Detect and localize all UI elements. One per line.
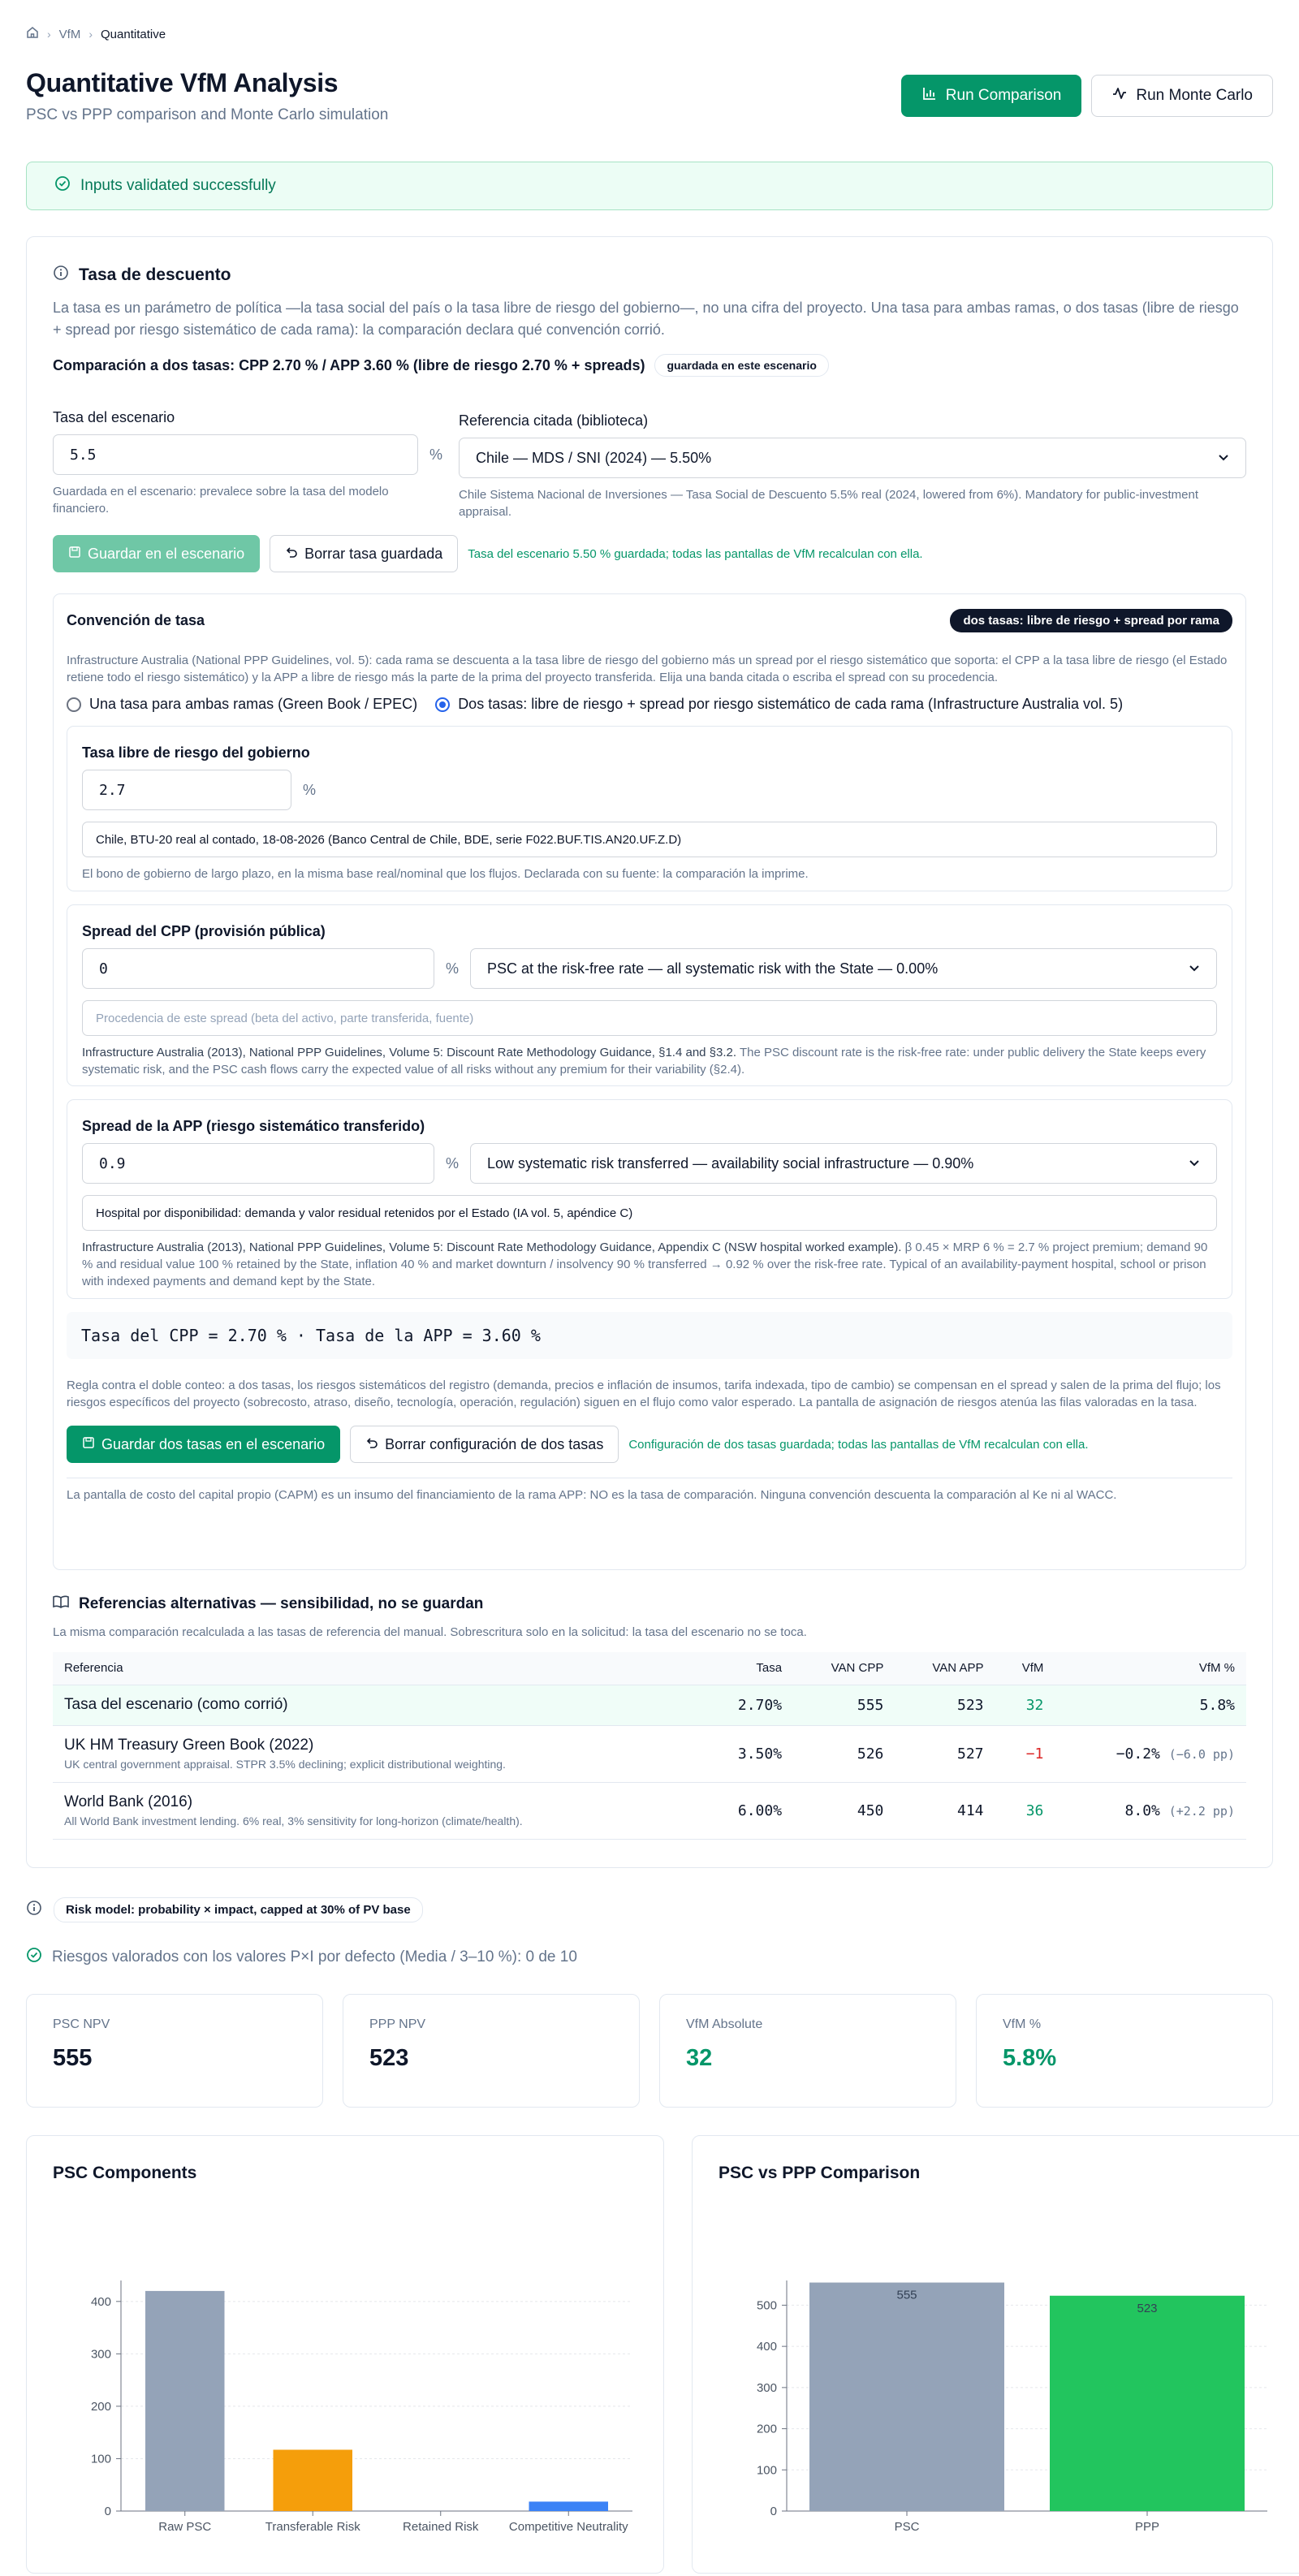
y-tick-label: 300 <box>90 2347 111 2362</box>
comparison-line <box>53 354 1246 377</box>
kpi-value: 523 <box>369 2045 409 2071</box>
chevron-down-icon <box>1189 960 1200 977</box>
y-tick-label: 200 <box>90 2399 111 2414</box>
clear-saved-rate-button[interactable] <box>270 535 458 572</box>
vfm-pct-value: −0.2% <box>1116 1745 1160 1763</box>
save-scenario-rate-button[interactable] <box>53 535 260 572</box>
bar-chart-icon <box>921 85 938 106</box>
references-title <box>53 1594 1246 1614</box>
percent-suffix: % <box>446 1154 460 1171</box>
priced-risks-line <box>26 1947 1273 1968</box>
comparison-text: Comparación a dos tasas: CPP 2.70 % / APP 3.60 % (libre de riesgo 2.70 % + spreads) <box>53 356 645 373</box>
alert-text: Inputs validated successfully <box>80 177 276 194</box>
chart-title: PSC vs PPP Comparison <box>719 2164 921 2182</box>
check-circle-icon <box>54 175 71 196</box>
psc-components-chart <box>53 2199 637 2540</box>
references-title-text: Referencias alternativas — sensibilidad, no se guardan <box>79 1595 484 1612</box>
ppp-citation-ref: Infrastructure Australia (2013), National PPP Guidelines, Volume 5: Discount Rate Methodology Guidance, Appendix C (NSW hospital worked example). <box>82 1241 902 1254</box>
discount-section-title <box>53 265 1246 286</box>
two-rates-saved-message: Configuración de dos tasas guardada; todas las pantallas de VfM recalculan con ella. <box>628 1437 1089 1452</box>
bar <box>809 2283 1004 2511</box>
discount-description: La tasa es un parámetro de política —la tasa social del país o la tasa libre de riesgo del gobierno—, no una cifra del proyecto. Una tasa para ambas ramas, o dos tasas (libre de riesgo + spread por riesgo sistemático de cada rama): la comparación declara qué convención corrió. <box>53 300 1239 338</box>
risk-model-badge: Risk model: probability × impact, capped at 30% of PV base <box>54 1897 423 1922</box>
y-tick-label: 400 <box>90 2294 111 2309</box>
scenario-saved-message: Tasa del escenario 5.50 % guardada; todas las pantallas de VfM recalculan con ella. <box>468 546 923 561</box>
ppp-spread-select[interactable] <box>470 1143 1217 1184</box>
psc-citation-text: The PSC discount rate is the risk-free rate: under public delivery the State keeps every systematic risk, and the PSC cash flows carry the expected value of all risks without any premium for their variability (§2.4). <box>82 1046 1206 1077</box>
run-comparison-label: Run Comparison <box>945 87 1062 104</box>
references-description: La misma comparación recalculada a las tasas de referencia del manual. Sobrescritura solo en la solicitud: la tasa del escenario no se toca. <box>53 1625 807 1639</box>
rate-cell: 3.50% <box>703 1725 793 1782</box>
option-two-rates[interactable] <box>435 696 1123 713</box>
book-icon <box>53 1594 69 1614</box>
reference-select[interactable] <box>459 438 1246 478</box>
x-tick-label: Raw PSC <box>158 2520 212 2534</box>
column-header: Referencia <box>53 1652 703 1685</box>
reference-note: All World Bank investment lending. 6% real, 3% sensitivity for long-horizon (climate/health). <box>64 1814 523 1827</box>
bar <box>529 2501 609 2511</box>
y-tick-label: 0 <box>104 2505 111 2518</box>
riskfree-input[interactable]: 2.7 <box>82 770 291 810</box>
home-icon[interactable] <box>26 26 39 42</box>
percent-suffix: % <box>303 781 317 798</box>
riskfree-help: El bono de gobierno de largo plazo, en la misma base real/nominal que los flujos. Declarada con su fuente: la comparación la imprime. <box>82 867 809 881</box>
ppp-npv-cell: 523 <box>895 1685 995 1725</box>
y-tick-label: 100 <box>756 2463 777 2478</box>
run-monte-carlo-button[interactable] <box>1091 75 1273 117</box>
psc-spread-title: Spread del CPP (provisión pública) <box>82 923 326 939</box>
y-tick-label: 200 <box>756 2422 777 2436</box>
column-header: VAN APP <box>895 1652 995 1685</box>
kpi-vfm-absolute <box>659 1994 956 2108</box>
option-single-rate-label: Una tasa para ambas ramas (Green Book / EPEC) <box>89 696 418 712</box>
page-subtitle: PSC vs PPP comparison and Monte Carlo simulation <box>26 106 389 123</box>
vfm-cell: 32 <box>995 1685 1055 1725</box>
scenario-rate-label: Tasa del escenario <box>53 409 175 425</box>
reference-name: Tasa del escenario (como corrió) <box>64 1696 288 1713</box>
capm-note: La pantalla de costo del capital propio (CAPM) es un insumo del financiamiento de la rama APP: NO es la tasa de comparación. Ninguna convención descuenta la comparación al Ke ni al WACC. <box>67 1488 1117 1502</box>
charts-row <box>26 2135 1273 2574</box>
reference-help: Chile Sistema Nacional de Inversiones — Tasa Social de Descuento 5.5% real (2024, lowered from 6%). Mandatory for public-investment appraisal. <box>459 488 1199 519</box>
run-comparison-button[interactable] <box>901 75 1082 117</box>
chevron-down-icon <box>1218 450 1229 467</box>
y-tick-label: 500 <box>756 2298 777 2313</box>
psc-spread-input[interactable]: 0 <box>82 948 434 989</box>
rate-formula: Tasa del CPP = 2.70 % · Tasa de la APP = 3.60 % <box>67 1312 1232 1359</box>
x-tick-label: Competitive Neutrality <box>508 2520 628 2534</box>
psc-spread-source-input[interactable]: Procedencia de este spread (beta del activo, parte transferida, fuente) <box>82 1000 1217 1036</box>
percent-suffix: % <box>446 960 460 977</box>
validation-alert <box>26 162 1273 210</box>
ppp-spread-title: Spread de la APP (riesgo sistemático transferido) <box>82 1118 425 1134</box>
clear-two-rates-button[interactable] <box>350 1426 619 1463</box>
reference-selected: Chile — MDS / SNI (2024) — 5.50% <box>476 449 712 466</box>
ppp-spread-citation <box>82 1239 1217 1290</box>
breadcrumb-item-current: Quantitative <box>101 27 166 41</box>
option-single-rate[interactable] <box>67 696 417 713</box>
breadcrumb-item-vfm[interactable]: VfM <box>58 27 81 41</box>
y-tick-label: 0 <box>770 2505 777 2518</box>
convention-options <box>67 696 1232 713</box>
chevron-down-icon <box>1189 1155 1200 1172</box>
psc-components-chart-card <box>26 2135 664 2574</box>
table-row <box>53 1685 1246 1725</box>
save-two-rates-label: Guardar dos tasas en el escenario <box>101 1435 326 1452</box>
scenario-rate-input[interactable]: 5.5 <box>53 434 418 475</box>
psc-spread-select[interactable] <box>470 948 1217 989</box>
table-row <box>53 1782 1246 1839</box>
psc-spread-selected: PSC at the risk-free rate — all systematic risk with the State — 0.00% <box>487 960 939 977</box>
scenario-rate-help: Guardada en el escenario: prevalece sobre la tasa del modelo financiero. <box>53 485 389 516</box>
kpi-label: VfM Absolute <box>686 2017 763 2031</box>
kpi-label: VfM % <box>1003 2017 1042 2031</box>
chart-title: PSC Components <box>53 2164 197 2182</box>
y-tick-label: 400 <box>756 2340 777 2354</box>
ppp-npv-cell: 414 <box>895 1782 995 1839</box>
vfm-pct-cell <box>1055 1725 1246 1782</box>
saved-badge: guardada en este escenario <box>654 354 828 377</box>
info-icon <box>26 1900 42 1920</box>
vfm-pct-cell: 5.8% <box>1055 1685 1246 1725</box>
info-icon <box>53 265 69 286</box>
vfm-pct-cell <box>1055 1782 1246 1839</box>
scenario-actions <box>53 535 1246 572</box>
kpi-ppp-npv <box>343 1994 640 2108</box>
bar <box>274 2449 353 2511</box>
kpi-label: PPP NPV <box>369 2017 426 2031</box>
rate-cell: 6.00% <box>703 1782 793 1839</box>
save-icon <box>68 546 81 563</box>
rate-convention-panel <box>53 593 1246 1570</box>
psc-npv-cell: 450 <box>793 1782 895 1839</box>
reference-note: UK central government appraisal. STPR 3.5% declining; explicit distributional weighting. <box>64 1758 506 1771</box>
x-tick-label: PSC <box>894 2520 920 2534</box>
psc-spread-citation <box>82 1044 1217 1078</box>
convention-badge: dos tasas: libre de riesgo + spread por rama <box>950 609 1232 632</box>
reference-name: World Bank (2016) <box>64 1793 193 1810</box>
data-label: 523 <box>1137 2301 1158 2315</box>
vfm-delta: (−6.0 pp) <box>1168 1746 1235 1762</box>
check-circle-icon <box>26 1947 42 1968</box>
psc-vs-ppp-chart-card <box>692 2135 1299 2574</box>
psc-spread-panel <box>67 904 1232 1086</box>
chevron-right-icon: › <box>88 28 93 41</box>
riskfree-title: Tasa libre de riesgo del gobierno <box>82 744 310 761</box>
priced-risks-text: Riesgos valorados con los valores P×I por defecto (Media / 3–10 %): 0 de 10 <box>52 1948 577 1965</box>
convention-description: Infrastructure Australia (National PPP Guidelines, vol. 5): cada rama se descuenta a la tasa libre de riesgo del gobierno más un spread por el riesgo sistemático que soporta: el CPP a la tasa libre de riesgo (el Estado retiene todo el riesgo sistemático) y la APP a libre de riesgo más la parte de la prima del proyecto transferida. Elija una banda citada o escriba el spread con su procedencia. <box>67 654 1228 684</box>
kpi-value: 32 <box>686 2045 713 2071</box>
ppp-spread-selected: Low systematic risk transferred — availability social infrastructure — 0.90% <box>487 1154 974 1171</box>
riskfree-panel <box>67 726 1232 891</box>
table-row <box>53 1725 1246 1782</box>
kpi-row <box>26 1994 1273 2108</box>
reference-label: Referencia citada (biblioteca) <box>459 412 649 429</box>
undo-icon <box>365 1436 378 1453</box>
vfm-delta: (+2.2 pp) <box>1168 1803 1235 1819</box>
riskfree-source-input[interactable]: Chile, BTU-20 real al contado, 18-08-2026 (Banco Central de Chile, BDE, serie F022.BUF.TIS.AN20.UF.Z.D) <box>82 822 1217 857</box>
column-header: VfM <box>995 1652 1055 1685</box>
column-header: VfM % <box>1055 1652 1246 1685</box>
vfm-pct-value: 8.0% <box>1124 1801 1160 1819</box>
bar <box>1050 2296 1245 2511</box>
column-header: VAN CPP <box>793 1652 895 1685</box>
x-tick-label: Transferable Risk <box>265 2520 360 2534</box>
psc-npv-cell: 555 <box>793 1685 895 1725</box>
chevron-right-icon: › <box>47 28 51 41</box>
save-two-rates-button[interactable] <box>67 1426 340 1463</box>
rate-inputs <box>53 409 1246 520</box>
clear-saved-rate-label: Borrar tasa guardada <box>304 545 443 562</box>
discount-title: Tasa de descuento <box>79 265 231 284</box>
page-title: Quantitative VfM Analysis <box>26 68 339 97</box>
y-tick-label: 300 <box>756 2380 777 2395</box>
kpi-value: 5.8% <box>1003 2045 1057 2071</box>
kpi-label: PSC NPV <box>53 2017 110 2031</box>
kpi-vfm-percent <box>976 1994 1273 2108</box>
psc-citation-ref: Infrastructure Australia (2013), National PPP Guidelines, Volume 5: Discount Rate Methodology Guidance, §1.4 and §3.2. <box>82 1046 737 1059</box>
percent-suffix: % <box>429 446 442 463</box>
vfm-cell: −1 <box>995 1725 1055 1782</box>
clear-two-rates-label: Borrar configuración de dos tasas <box>385 1435 604 1452</box>
page-header <box>26 68 1273 124</box>
references-table <box>53 1652 1246 1840</box>
radio-checked[interactable] <box>435 697 450 712</box>
ppp-spread-source-input[interactable]: Hospital por disponibilidad: demanda y valor residual retenidos por el Estado (IA vol. 5, apéndice C) <box>82 1195 1217 1231</box>
undo-icon <box>285 546 298 563</box>
psc-npv-cell: 526 <box>793 1725 895 1782</box>
ppp-spread-panel <box>67 1099 1232 1299</box>
activity-icon <box>1111 85 1128 106</box>
data-label: 555 <box>896 2288 917 2302</box>
discount-rate-card <box>26 236 1273 1868</box>
save-scenario-rate-label: Guardar en el escenario <box>88 545 245 562</box>
breadcrumb <box>26 26 1273 42</box>
x-tick-label: Retained Risk <box>403 2520 479 2534</box>
kpi-psc-npv <box>26 1994 323 2108</box>
vfm-cell: 36 <box>995 1782 1055 1839</box>
double-count-rule: Regla contra el doble conteo: a dos tasas, los riesgos sistemáticos del registro (demanda, precios e inflación de insumos, tarifa indexada, tipo de cambio) se compensan en el spread y salen de la prima del flujo; los riesgos específicos del proyecto (sobrecosto, atraso, diseño, tecnología, operación, regulación) siguen en el flujo como valor esperado. La pantalla de asignación de riesgos atenúa las filas valoradas en la tasa. <box>67 1379 1221 1409</box>
ppp-spread-input[interactable]: 0.9 <box>82 1143 434 1184</box>
ppp-npv-cell: 527 <box>895 1725 995 1782</box>
reference-name: UK HM Treasury Green Book (2022) <box>64 1737 314 1754</box>
table-header <box>53 1652 1246 1685</box>
convention-title: Convención de tasa <box>67 612 205 628</box>
kpi-value: 555 <box>53 2045 93 2071</box>
bar <box>145 2291 225 2511</box>
column-header: Tasa <box>703 1652 793 1685</box>
y-tick-label: 100 <box>90 2452 111 2466</box>
risk-model-line <box>26 1897 1273 1922</box>
option-two-rates-label: Dos tasas: libre de riesgo + spread por riesgo sistemático de cada rama (Infrastructure Australia vol. 5) <box>458 696 1124 712</box>
psc-vs-ppp-chart <box>719 2199 1299 2540</box>
radio-unchecked[interactable] <box>67 697 81 712</box>
rate-cell: 2.70% <box>703 1685 793 1725</box>
run-monte-carlo-label: Run Monte Carlo <box>1136 87 1253 104</box>
ppp-citation-text: β 0.45 × MRP 6 % = 2.7 % project premium; demand 90 % and residual value 100 % retained by the State, inflation 40 % and market downturn / insolvency 90 % transferred → 0.92 % over the risk-free rate. Typical of an availability-payment hospital, school or prison with indexed payments and demand kept by the State. <box>82 1241 1208 1288</box>
x-tick-label: PPP <box>1134 2520 1160 2534</box>
save-icon <box>82 1436 95 1453</box>
